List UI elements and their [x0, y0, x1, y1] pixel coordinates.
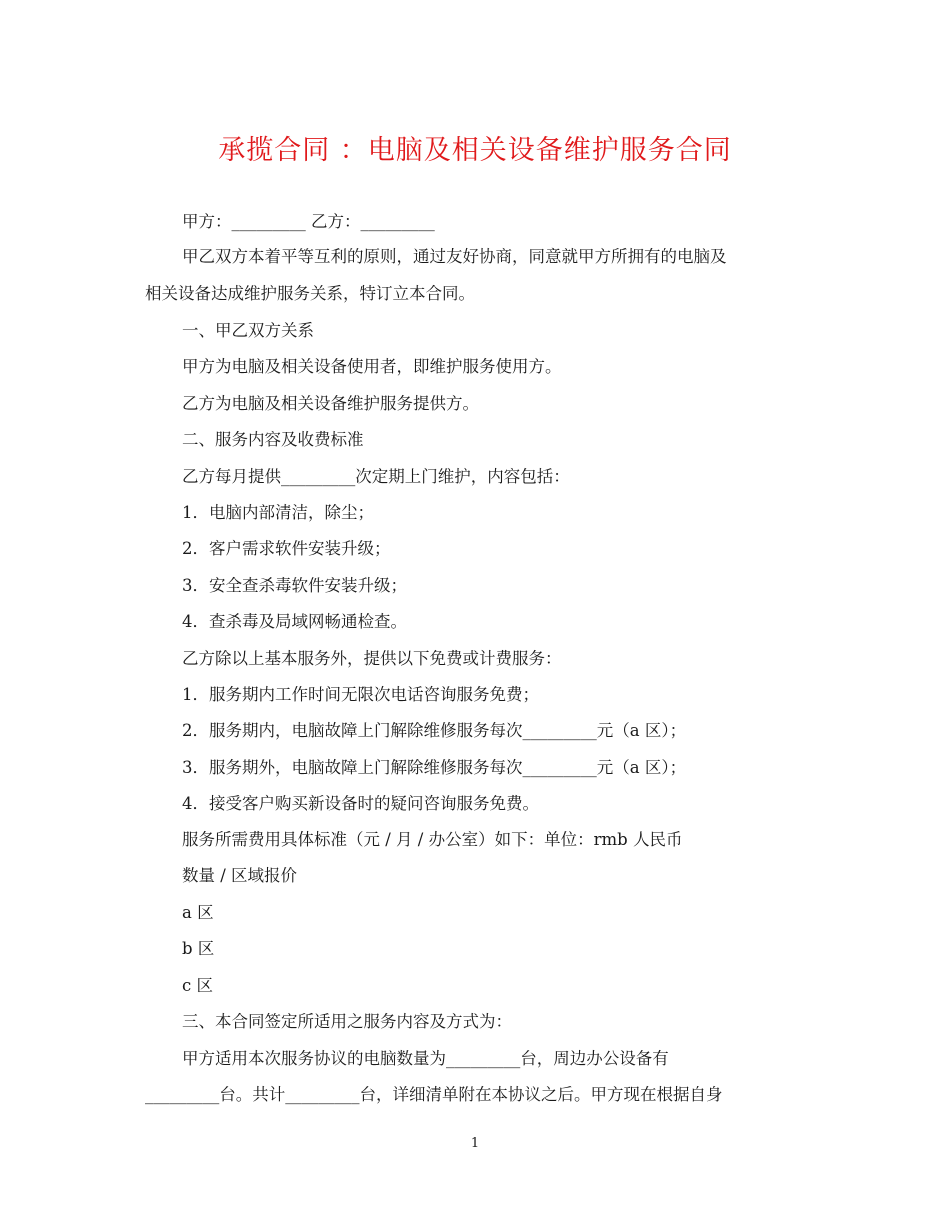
- paragraph-line: 乙方为电脑及相关设备维护服务提供方。: [182, 394, 479, 413]
- paragraph-line: 服务所需费用具体标准（元 / 月 / 办公室）如下：单位：rmb 人民币: [182, 830, 683, 849]
- document-title: 承揽合同 ：电脑及相关设备维护服务合同: [218, 135, 732, 166]
- section-heading: 三、本合同签定所适用之服务内容及方式为：: [182, 1012, 512, 1031]
- list-item: 1．电脑内部清洁，除尘；: [182, 503, 374, 522]
- region-line: b 区: [182, 939, 215, 958]
- paragraph-line: 甲方适用本次服务协议的电脑数量为_________台，周边办公设备有: [182, 1049, 669, 1068]
- list-item: 3．安全查杀毒软件安装升级；: [182, 576, 407, 595]
- paragraph-line: 乙方每月提供_________次定期上门维护，内容包括：: [182, 467, 570, 486]
- section-heading: 一、甲乙双方关系: [182, 321, 314, 340]
- party-line: 甲方：_________ 乙方：_________: [182, 212, 435, 231]
- region-line: c 区: [182, 976, 213, 995]
- paragraph-line: 甲乙双方本着平等互利的原则，通过友好协商，同意就甲方所拥有的电脑及: [182, 247, 727, 266]
- list-item: 4．查杀毒及局域网畅通检查。: [182, 612, 407, 631]
- page-number: 1: [470, 1136, 480, 1151]
- paragraph-line: 甲方为电脑及相关设备使用者，即维护服务使用方。: [182, 357, 562, 376]
- list-item: 3．服务期外，电脑故障上门解除维修服务每次_________元（a 区）；: [182, 758, 687, 777]
- paragraph-line: 相关设备达成维护服务关系，特订立本合同。: [145, 284, 475, 303]
- region-line: a 区: [182, 903, 214, 922]
- paragraph-line: 数量 / 区域报价: [182, 866, 298, 885]
- list-item: 1．服务期内工作时间无限次电话咨询服务免费；: [182, 685, 539, 704]
- list-item: 2．服务期内，电脑故障上门解除维修服务每次_________元（a 区）；: [182, 721, 687, 740]
- paragraph-line: 乙方除以上基本服务外，提供以下免费或计费服务：: [182, 649, 562, 668]
- list-item: 2．客户需求软件安装升级；: [182, 539, 391, 558]
- section-heading: 二、服务内容及收费标准: [182, 430, 364, 449]
- list-item: 4．接受客户购买新设备时的疑问咨询服务免费。: [182, 794, 539, 813]
- paragraph-line: _________台。共计_________台，详细清单附在本协议之后。甲方现在根据自身: [145, 1085, 723, 1104]
